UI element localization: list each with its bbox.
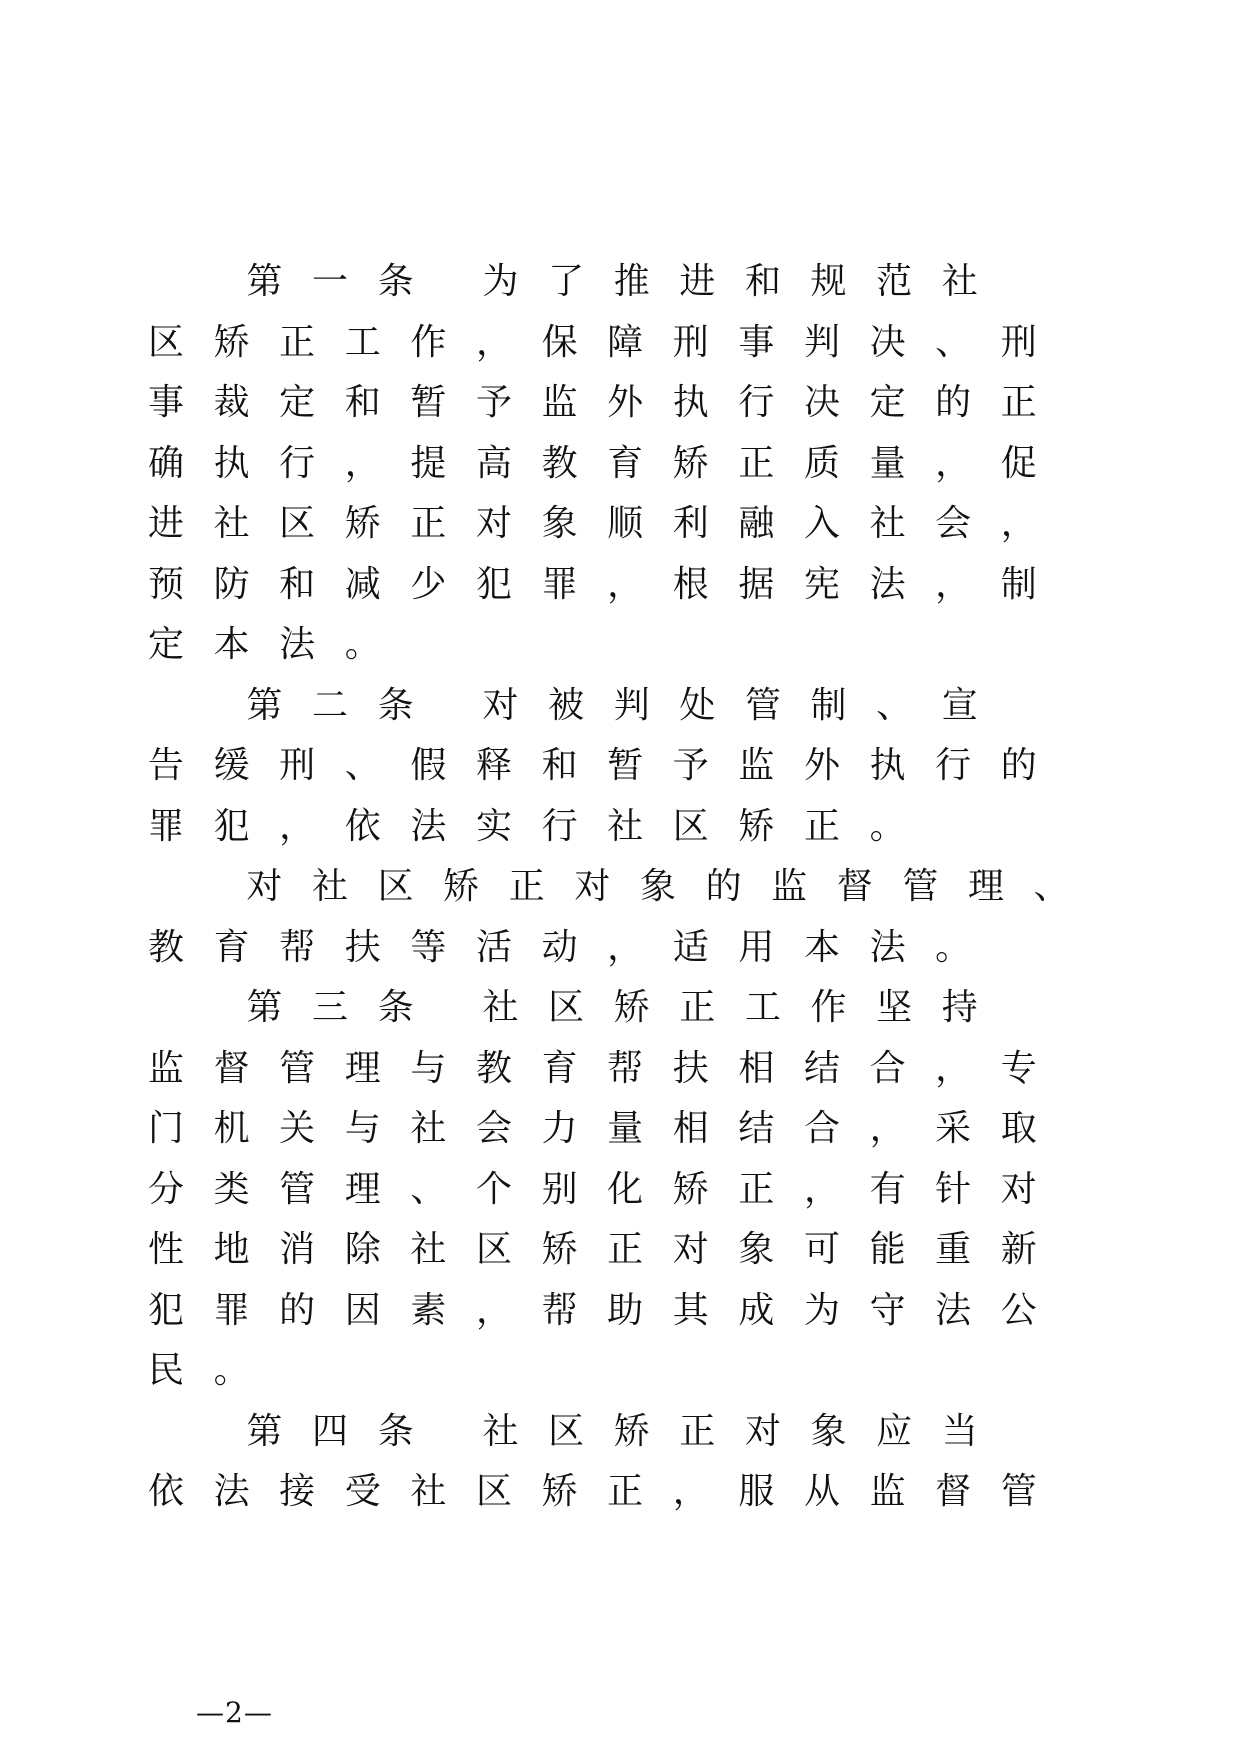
text-char: 障 <box>607 321 644 363</box>
text-char: 个 <box>475 1168 512 1210</box>
text-char: 化 <box>607 1168 644 1210</box>
text-char: 规 <box>810 261 847 302</box>
text-char: 刑 <box>1000 321 1037 363</box>
text-char: 。 <box>344 624 381 665</box>
text-char: 会 <box>935 503 972 544</box>
text-char: 进 <box>147 503 184 544</box>
text-char: 管 <box>279 1168 316 1210</box>
text-char: 根 <box>672 563 709 605</box>
text-char: 本 <box>213 624 250 665</box>
text-char: 合 <box>803 1108 840 1149</box>
text-char: 监 <box>738 745 775 786</box>
text-char: 行 <box>279 442 316 484</box>
text-char: 正 <box>279 321 316 363</box>
text-line <box>0 1281 1240 1341</box>
text-char: 专 <box>1000 1047 1037 1089</box>
text-char: ， <box>869 1108 906 1149</box>
text-char: 民 <box>147 1350 184 1391</box>
text-char: 区 <box>475 1471 512 1512</box>
text-char: 作 <box>810 987 847 1028</box>
text-char: 因 <box>344 1289 381 1331</box>
text-char: 。 <box>213 1350 250 1391</box>
text-line <box>0 1220 1240 1280</box>
text-char: 区 <box>377 866 414 907</box>
text-char: ， <box>475 321 512 363</box>
text-char: 量 <box>869 442 906 484</box>
text-line <box>0 615 1240 675</box>
text-char: 正 <box>607 1229 644 1270</box>
text-char: ， <box>935 563 972 605</box>
text-char: 量 <box>607 1108 644 1149</box>
text-char: 机 <box>213 1108 250 1149</box>
text-char: 正 <box>679 987 716 1028</box>
text-line <box>0 434 1240 494</box>
text-char: 和 <box>541 745 578 786</box>
text-char: 理 <box>967 866 1004 907</box>
text-char: 条 <box>377 987 414 1028</box>
text-char: 对 <box>744 1410 781 1452</box>
text-char: 少 <box>410 563 447 605</box>
text-line <box>0 1341 1240 1401</box>
text-char: 顺 <box>607 503 644 544</box>
page-number: —2— <box>196 1696 273 1729</box>
text-char: 定 <box>147 624 184 665</box>
text-char: ， <box>279 805 316 847</box>
text-char: 利 <box>672 503 709 544</box>
text-char: 执 <box>672 382 709 423</box>
text-char: 有 <box>869 1168 906 1210</box>
text-char: 法 <box>410 805 447 847</box>
text-char: 进 <box>679 261 716 302</box>
text-char: 矫 <box>738 805 775 847</box>
text-line <box>0 676 1240 736</box>
text-char: 行 <box>935 745 972 786</box>
text-char: 行 <box>541 805 578 847</box>
text-char: 对 <box>672 1229 709 1270</box>
text-char: ， <box>935 1047 972 1089</box>
text-char: 了 <box>548 261 585 302</box>
text-char: 门 <box>147 1108 184 1149</box>
text-char: 分 <box>147 1168 184 1210</box>
text-char: 第 <box>246 987 283 1028</box>
text-char: 会 <box>475 1108 512 1149</box>
text-char: 地 <box>213 1229 250 1270</box>
text-char: 教 <box>475 1047 512 1089</box>
text-char: 矫 <box>613 1410 650 1452</box>
text-char: 四 <box>311 1410 348 1452</box>
text-char: 执 <box>213 442 250 484</box>
text-char: 社 <box>213 503 250 544</box>
text-char: 新 <box>1000 1229 1037 1270</box>
text-char: 工 <box>344 321 381 363</box>
text-char: 作 <box>410 321 447 363</box>
text-char: 提 <box>410 442 447 484</box>
text-char: 范 <box>876 261 913 302</box>
text-char: 、 <box>935 321 972 363</box>
text-char: ， <box>344 442 381 484</box>
text-char: 予 <box>672 745 709 786</box>
text-char: 正 <box>410 503 447 544</box>
text-char: 正 <box>508 866 545 907</box>
text-char: 处 <box>679 684 716 726</box>
text-char: 等 <box>410 926 447 968</box>
text-char: 应 <box>876 1410 913 1452</box>
text-char: 决 <box>803 382 840 423</box>
text-char: 刑 <box>279 745 316 786</box>
text-line <box>0 918 1240 978</box>
text-char: 当 <box>941 1410 978 1452</box>
text-char: 法 <box>869 563 906 605</box>
text-char: 消 <box>279 1229 316 1270</box>
text-char: 理 <box>344 1047 381 1089</box>
text-char: 犯 <box>147 1289 184 1331</box>
text-line <box>0 373 1240 433</box>
text-char: 条 <box>377 1410 414 1452</box>
text-line <box>0 978 1240 1038</box>
text-char: 监 <box>869 1471 906 1512</box>
text-char: 、 <box>1033 866 1070 907</box>
text-char: 区 <box>548 987 585 1028</box>
text-char: 督 <box>836 866 873 907</box>
text-char: 高 <box>475 442 512 484</box>
text-char: 裁 <box>213 382 250 423</box>
text-char: 正 <box>738 1168 775 1210</box>
text-char: 对 <box>482 684 519 726</box>
text-char: 入 <box>803 503 840 544</box>
text-char: 社 <box>311 866 348 907</box>
text-char: 决 <box>869 321 906 363</box>
text-char: 对 <box>475 503 512 544</box>
text-char: 矫 <box>541 1229 578 1270</box>
text-char: 矫 <box>541 1471 578 1512</box>
text-char: 社 <box>410 1471 447 1512</box>
text-char: 减 <box>344 563 381 605</box>
text-char: 一 <box>311 261 348 302</box>
text-char: 推 <box>613 261 650 302</box>
text-char: 区 <box>147 321 184 363</box>
text-char: ， <box>672 1471 709 1512</box>
text-char: 关 <box>279 1108 316 1149</box>
text-char: 对 <box>1000 1168 1037 1210</box>
text-char: 矫 <box>672 442 709 484</box>
text-char: 扶 <box>344 926 381 968</box>
text-char: 管 <box>902 866 939 907</box>
text-char: 别 <box>541 1168 578 1210</box>
text-line <box>0 1160 1240 1220</box>
text-char: 管 <box>279 1047 316 1089</box>
text-char: 保 <box>541 321 578 363</box>
text-char: 重 <box>935 1229 972 1270</box>
text-char: 督 <box>213 1047 250 1089</box>
text-char: 据 <box>738 563 775 605</box>
text-char: 社 <box>482 1410 519 1452</box>
text-char: 监 <box>771 866 808 907</box>
text-line <box>0 252 1240 312</box>
text-char: 除 <box>344 1229 381 1270</box>
text-char: 执 <box>869 745 906 786</box>
text-char: 的 <box>279 1289 316 1331</box>
text-char: 服 <box>738 1471 775 1512</box>
text-char: 法 <box>213 1471 250 1512</box>
text-char: 制 <box>1000 563 1037 605</box>
text-line <box>0 1099 1240 1159</box>
text-char: 合 <box>869 1047 906 1089</box>
text-char: 受 <box>344 1471 381 1512</box>
text-char: ， <box>607 563 644 605</box>
text-char: 象 <box>639 866 676 907</box>
text-char: 育 <box>213 926 250 968</box>
text-char: ， <box>475 1289 512 1331</box>
text-char: 第 <box>246 1410 283 1452</box>
text-char: 罪 <box>147 805 184 847</box>
text-char: 帮 <box>279 926 316 968</box>
text-char: 教 <box>541 442 578 484</box>
text-char: 区 <box>548 1410 585 1452</box>
text-char: 外 <box>803 745 840 786</box>
text-char: 、 <box>410 1168 447 1210</box>
text-char: 行 <box>738 382 775 423</box>
text-char: 外 <box>607 382 644 423</box>
text-char: 实 <box>475 805 512 847</box>
text-char: 坚 <box>876 987 913 1028</box>
text-char: 罪 <box>541 563 578 605</box>
text-char: 矫 <box>672 1168 709 1210</box>
text-char: 为 <box>803 1289 840 1331</box>
text-char: 育 <box>607 442 644 484</box>
text-char: 适 <box>672 926 709 968</box>
text-char: 监 <box>147 1047 184 1089</box>
text-char: 其 <box>672 1289 709 1331</box>
text-char: 社 <box>482 987 519 1028</box>
text-char: 的 <box>705 866 742 907</box>
text-char: ， <box>1000 503 1037 544</box>
text-char: 假 <box>410 745 447 786</box>
text-char: 与 <box>410 1047 447 1089</box>
text-line <box>0 797 1240 857</box>
text-char: 管 <box>744 684 781 726</box>
text-char: 社 <box>607 805 644 847</box>
text-char: 融 <box>738 503 775 544</box>
text-char: 矫 <box>344 503 381 544</box>
text-char: 类 <box>213 1168 250 1210</box>
text-char: 法 <box>869 926 906 968</box>
text-char: 二 <box>311 684 348 726</box>
text-line <box>0 494 1240 554</box>
text-char: 正 <box>738 442 775 484</box>
text-char: 被 <box>548 684 585 726</box>
text-char: 缓 <box>213 745 250 786</box>
text-char: 和 <box>279 563 316 605</box>
text-char: 针 <box>935 1168 972 1210</box>
text-char: 判 <box>803 321 840 363</box>
text-char: 公 <box>1000 1289 1037 1331</box>
text-char: 成 <box>738 1289 775 1331</box>
text-char: 制 <box>810 684 847 726</box>
text-line <box>0 857 1240 917</box>
text-char: 接 <box>279 1471 316 1512</box>
text-char: 予 <box>475 382 512 423</box>
text-char: 犯 <box>213 805 250 847</box>
text-char: 法 <box>279 624 316 665</box>
text-char: 对 <box>574 866 611 907</box>
text-char: 刑 <box>672 321 709 363</box>
text-char: 与 <box>344 1108 381 1149</box>
text-char: ， <box>935 442 972 484</box>
text-char: 事 <box>738 321 775 363</box>
text-char: 从 <box>803 1471 840 1512</box>
text-char: 象 <box>738 1229 775 1270</box>
text-char: 事 <box>147 382 184 423</box>
text-char: 质 <box>803 442 840 484</box>
text-char: 结 <box>803 1047 840 1089</box>
text-char: 理 <box>344 1168 381 1210</box>
text-char: 素 <box>410 1289 447 1331</box>
text-char: 宣 <box>941 684 978 726</box>
text-char: 暂 <box>607 745 644 786</box>
text-char: 性 <box>147 1229 184 1270</box>
text-char: 。 <box>869 805 906 847</box>
text-char: 预 <box>147 563 184 605</box>
text-char: 犯 <box>475 563 512 605</box>
text-char: 释 <box>475 745 512 786</box>
text-char: 为 <box>482 261 519 302</box>
text-char: 。 <box>935 926 972 968</box>
text-char: 结 <box>738 1108 775 1149</box>
text-char: 社 <box>869 503 906 544</box>
text-char: 条 <box>377 261 414 302</box>
text-char: 第 <box>246 684 283 726</box>
text-char: 育 <box>541 1047 578 1089</box>
text-char: 的 <box>935 382 972 423</box>
text-char: 防 <box>213 563 250 605</box>
text-char: 相 <box>738 1047 775 1089</box>
text-char: 社 <box>941 261 978 302</box>
text-char: 暂 <box>410 382 447 423</box>
text-char: 正 <box>607 1471 644 1512</box>
text-char: 工 <box>744 987 781 1028</box>
text-char: 守 <box>869 1289 906 1331</box>
text-char: 能 <box>869 1229 906 1270</box>
text-char: 、 <box>344 745 381 786</box>
text-char: 帮 <box>541 1289 578 1331</box>
text-char: 的 <box>1000 745 1037 786</box>
text-char: 依 <box>344 805 381 847</box>
text-char: 区 <box>672 805 709 847</box>
text-char: 正 <box>679 1410 716 1452</box>
text-char: 对 <box>246 866 283 907</box>
text-char: 采 <box>935 1108 972 1149</box>
text-char: 助 <box>607 1289 644 1331</box>
text-char: 条 <box>377 684 414 726</box>
text-char: 促 <box>1000 442 1037 484</box>
text-char: 罪 <box>213 1289 250 1331</box>
text-char: 依 <box>147 1471 184 1512</box>
text-line <box>0 736 1240 796</box>
text-char: 法 <box>935 1289 972 1331</box>
text-char: 矫 <box>613 987 650 1028</box>
text-char: 帮 <box>607 1047 644 1089</box>
text-char: 和 <box>744 261 781 302</box>
text-char: 区 <box>475 1229 512 1270</box>
text-char: 相 <box>672 1108 709 1149</box>
text-char: 管 <box>1000 1471 1037 1512</box>
text-char: 、 <box>876 684 913 726</box>
text-char: 社 <box>410 1108 447 1149</box>
text-line <box>0 555 1240 615</box>
text-line <box>0 1402 1240 1462</box>
text-char: 活 <box>475 926 512 968</box>
text-char: 力 <box>541 1108 578 1149</box>
text-char: 区 <box>279 503 316 544</box>
text-line <box>0 1039 1240 1099</box>
text-char: 动 <box>541 926 578 968</box>
text-char: 象 <box>810 1410 847 1452</box>
text-char: 可 <box>803 1229 840 1270</box>
text-char: 三 <box>311 987 348 1028</box>
text-char: 正 <box>803 805 840 847</box>
text-char: 象 <box>541 503 578 544</box>
text-line <box>0 313 1240 373</box>
text-char: 定 <box>279 382 316 423</box>
text-char: 矫 <box>213 321 250 363</box>
text-char: 宪 <box>803 563 840 605</box>
text-char: 持 <box>941 987 978 1028</box>
text-char: 取 <box>1000 1108 1037 1149</box>
text-char: 教 <box>147 926 184 968</box>
text-char: ， <box>607 926 644 968</box>
text-char: 和 <box>344 382 381 423</box>
text-char: 确 <box>147 442 184 484</box>
text-char: 正 <box>1000 382 1037 423</box>
text-line <box>0 1462 1240 1522</box>
text-char: 扶 <box>672 1047 709 1089</box>
text-char: 矫 <box>443 866 480 907</box>
text-char: 定 <box>869 382 906 423</box>
text-char: 用 <box>738 926 775 968</box>
text-char: 监 <box>541 382 578 423</box>
text-char: 告 <box>147 745 184 786</box>
text-char: 社 <box>410 1229 447 1270</box>
text-char: ， <box>803 1168 840 1210</box>
text-char: 本 <box>803 926 840 968</box>
text-char: 督 <box>935 1471 972 1512</box>
text-char: 判 <box>613 684 650 726</box>
text-char: 第 <box>246 261 283 302</box>
